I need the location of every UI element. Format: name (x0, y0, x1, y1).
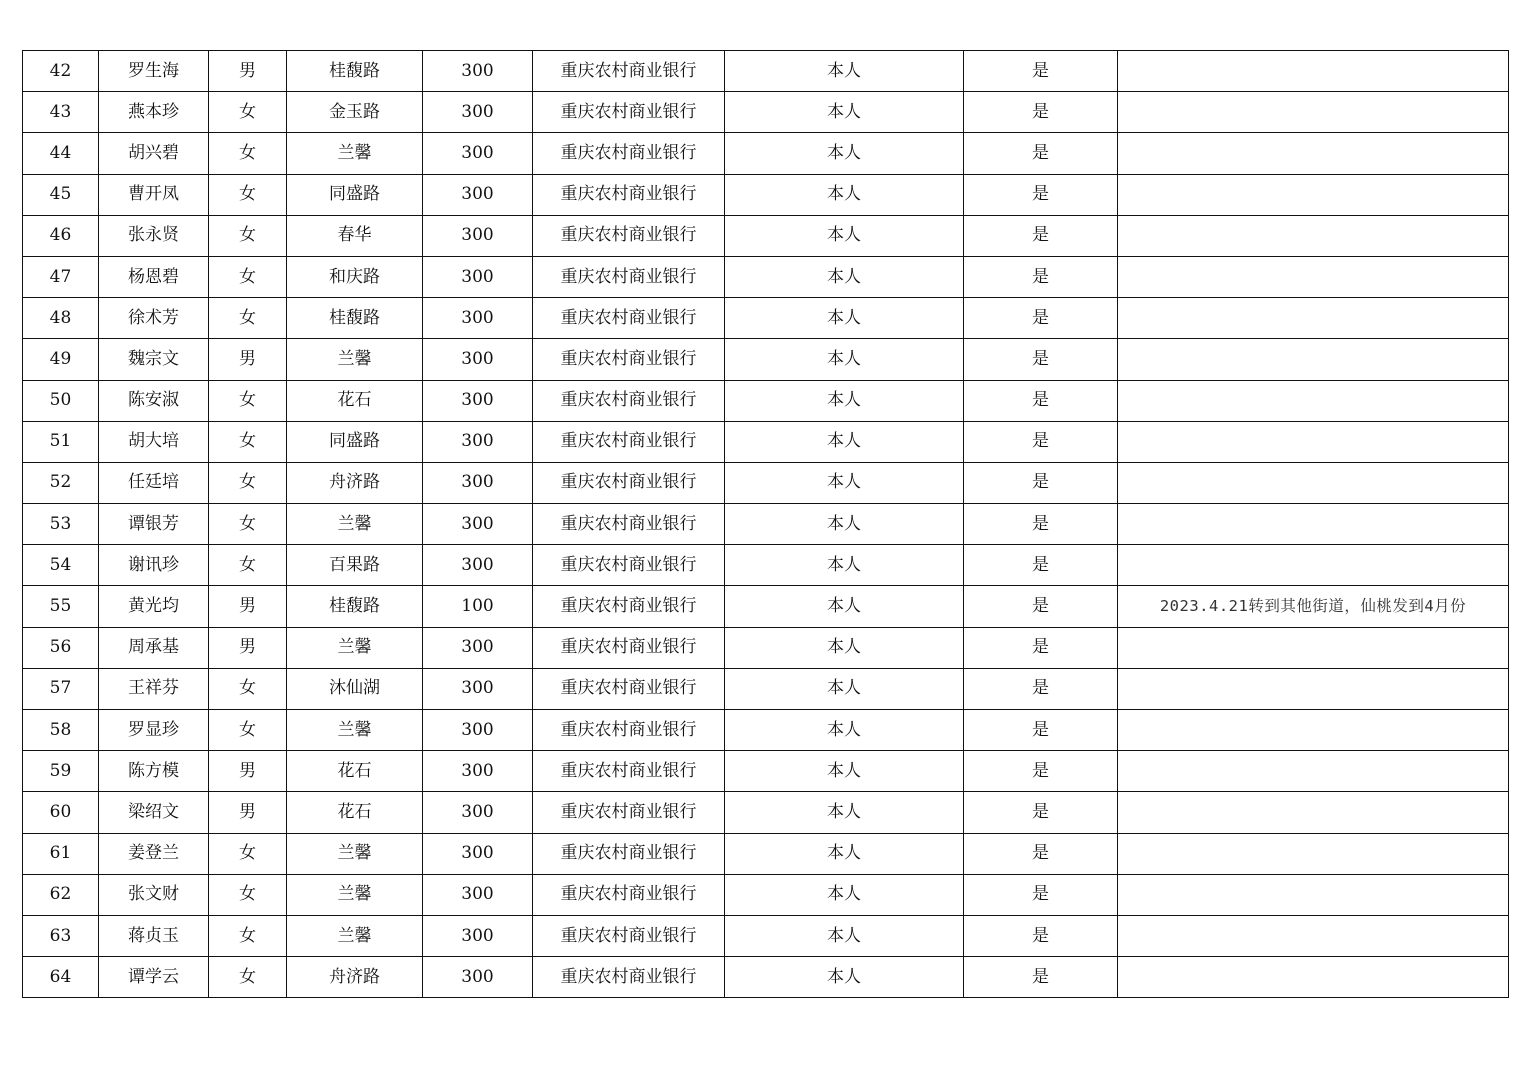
bank-cell: 重庆农村商业银行 (533, 298, 725, 339)
flag-cell: 是 (964, 380, 1118, 421)
gender-cell: 女 (209, 504, 287, 545)
gender-cell: 男 (209, 792, 287, 833)
name-cell: 燕本珍 (99, 92, 209, 133)
table-row (23, 298, 1509, 339)
table-row (23, 256, 1509, 297)
gender-cell: 男 (209, 586, 287, 627)
name-cell: 张永贤 (99, 215, 209, 256)
table-row (23, 92, 1509, 133)
flag-cell: 是 (964, 627, 1118, 668)
name-cell: 胡兴碧 (99, 133, 209, 174)
flag-cell: 是 (964, 133, 1118, 174)
amount-cell: 300 (423, 668, 533, 709)
table-row (23, 421, 1509, 462)
flag-cell: 是 (964, 421, 1118, 462)
community-cell: 百果路 (287, 545, 423, 586)
account-holder-cell: 本人 (725, 298, 964, 339)
community-cell: 兰馨 (287, 710, 423, 751)
account-holder-cell: 本人 (725, 421, 964, 462)
bank-cell: 重庆农村商业银行 (533, 174, 725, 215)
community-cell: 兰馨 (287, 915, 423, 956)
gender-cell: 女 (209, 462, 287, 503)
bank-cell: 重庆农村商业银行 (533, 627, 725, 668)
gender-cell: 男 (209, 627, 287, 668)
row-number-cell: 57 (23, 668, 99, 709)
row-number-cell: 48 (23, 298, 99, 339)
gender-cell: 女 (209, 915, 287, 956)
community-cell: 兰馨 (287, 627, 423, 668)
row-number-cell: 43 (23, 92, 99, 133)
row-number-cell: 53 (23, 504, 99, 545)
remark-cell (1118, 298, 1509, 339)
account-holder-cell: 本人 (725, 92, 964, 133)
bank-cell: 重庆农村商业银行 (533, 792, 725, 833)
row-number-cell: 64 (23, 957, 99, 998)
name-cell: 姜登兰 (99, 833, 209, 874)
account-holder-cell: 本人 (725, 957, 964, 998)
table-row (23, 627, 1509, 668)
amount-cell: 300 (423, 174, 533, 215)
bank-cell: 重庆农村商业银行 (533, 462, 725, 503)
remark-cell (1118, 751, 1509, 792)
remark-cell (1118, 174, 1509, 215)
amount-cell: 300 (423, 874, 533, 915)
table-row (23, 668, 1509, 709)
community-cell: 金玉路 (287, 92, 423, 133)
remark-cell (1118, 462, 1509, 503)
remark-cell (1118, 545, 1509, 586)
amount-cell: 300 (423, 421, 533, 462)
table-row (23, 133, 1509, 174)
account-holder-cell: 本人 (725, 710, 964, 751)
name-cell: 任廷培 (99, 462, 209, 503)
row-number-cell: 60 (23, 792, 99, 833)
community-cell: 舟济路 (287, 957, 423, 998)
name-cell: 谭学云 (99, 957, 209, 998)
bank-cell: 重庆农村商业银行 (533, 751, 725, 792)
bank-cell: 重庆农村商业银行 (533, 504, 725, 545)
community-cell: 花石 (287, 792, 423, 833)
flag-cell: 是 (964, 751, 1118, 792)
flag-cell: 是 (964, 256, 1118, 297)
amount-cell: 300 (423, 256, 533, 297)
document-page (22, 50, 1508, 998)
bank-cell: 重庆农村商业银行 (533, 833, 725, 874)
amount-cell: 300 (423, 833, 533, 874)
account-holder-cell: 本人 (725, 174, 964, 215)
flag-cell: 是 (964, 792, 1118, 833)
bank-cell: 重庆农村商业银行 (533, 874, 725, 915)
row-number-cell: 59 (23, 751, 99, 792)
name-cell: 徐术芳 (99, 298, 209, 339)
bank-cell: 重庆农村商业银行 (533, 339, 725, 380)
bank-cell: 重庆农村商业银行 (533, 668, 725, 709)
bank-cell: 重庆农村商业银行 (533, 915, 725, 956)
bank-cell: 重庆农村商业银行 (533, 586, 725, 627)
bank-cell: 重庆农村商业银行 (533, 51, 725, 92)
remark-cell (1118, 957, 1509, 998)
gender-cell: 男 (209, 51, 287, 92)
table-row (23, 833, 1509, 874)
remark-cell (1118, 339, 1509, 380)
account-holder-cell: 本人 (725, 51, 964, 92)
flag-cell: 是 (964, 504, 1118, 545)
table-row (23, 462, 1509, 503)
bank-cell: 重庆农村商业银行 (533, 256, 725, 297)
amount-cell: 300 (423, 215, 533, 256)
amount-cell: 300 (423, 339, 533, 380)
community-cell: 和庆路 (287, 256, 423, 297)
row-number-cell: 62 (23, 874, 99, 915)
bank-cell: 重庆农村商业银行 (533, 545, 725, 586)
name-cell: 梁绍文 (99, 792, 209, 833)
flag-cell: 是 (964, 833, 1118, 874)
row-number-cell: 49 (23, 339, 99, 380)
gender-cell: 女 (209, 215, 287, 256)
table-row (23, 51, 1509, 92)
name-cell: 曹开凤 (99, 174, 209, 215)
row-number-cell: 56 (23, 627, 99, 668)
account-holder-cell: 本人 (725, 462, 964, 503)
gender-cell: 女 (209, 874, 287, 915)
gender-cell: 女 (209, 833, 287, 874)
table-row (23, 545, 1509, 586)
amount-cell: 300 (423, 915, 533, 956)
table-row (23, 215, 1509, 256)
table-row (23, 751, 1509, 792)
community-cell: 桂馥路 (287, 298, 423, 339)
community-cell: 花石 (287, 751, 423, 792)
row-number-cell: 52 (23, 462, 99, 503)
amount-cell: 300 (423, 92, 533, 133)
name-cell: 陈方模 (99, 751, 209, 792)
community-cell: 同盛路 (287, 174, 423, 215)
remark-cell (1118, 421, 1509, 462)
name-cell: 张文财 (99, 874, 209, 915)
table-row (23, 915, 1509, 956)
account-holder-cell: 本人 (725, 915, 964, 956)
community-cell: 兰馨 (287, 504, 423, 545)
name-cell: 魏宗文 (99, 339, 209, 380)
flag-cell: 是 (964, 545, 1118, 586)
gender-cell: 女 (209, 92, 287, 133)
row-number-cell: 44 (23, 133, 99, 174)
amount-cell: 300 (423, 545, 533, 586)
account-holder-cell: 本人 (725, 133, 964, 174)
name-cell: 胡大培 (99, 421, 209, 462)
remark-cell (1118, 627, 1509, 668)
remark-cell (1118, 915, 1509, 956)
remark-cell (1118, 668, 1509, 709)
row-number-cell: 46 (23, 215, 99, 256)
amount-cell: 300 (423, 133, 533, 174)
account-holder-cell: 本人 (725, 215, 964, 256)
account-holder-cell: 本人 (725, 792, 964, 833)
remark-cell (1118, 833, 1509, 874)
community-cell: 花石 (287, 380, 423, 421)
remark-cell (1118, 380, 1509, 421)
account-holder-cell: 本人 (725, 339, 964, 380)
row-number-cell: 54 (23, 545, 99, 586)
row-number-cell: 50 (23, 380, 99, 421)
flag-cell: 是 (964, 668, 1118, 709)
name-cell: 罗显珍 (99, 710, 209, 751)
bank-cell: 重庆农村商业银行 (533, 380, 725, 421)
gender-cell: 男 (209, 339, 287, 380)
flag-cell: 是 (964, 339, 1118, 380)
table-row (23, 874, 1509, 915)
community-cell: 兰馨 (287, 833, 423, 874)
amount-cell: 300 (423, 710, 533, 751)
account-holder-cell: 本人 (725, 504, 964, 545)
row-number-cell: 55 (23, 586, 99, 627)
remark-cell (1118, 215, 1509, 256)
community-cell: 桂馥路 (287, 586, 423, 627)
name-cell: 罗生海 (99, 51, 209, 92)
gender-cell: 女 (209, 421, 287, 462)
name-cell: 黄光均 (99, 586, 209, 627)
gender-cell: 女 (209, 710, 287, 751)
account-holder-cell: 本人 (725, 545, 964, 586)
remark-cell (1118, 133, 1509, 174)
row-number-cell: 61 (23, 833, 99, 874)
row-number-cell: 45 (23, 174, 99, 215)
flag-cell: 是 (964, 874, 1118, 915)
community-cell: 兰馨 (287, 133, 423, 174)
account-holder-cell: 本人 (725, 586, 964, 627)
account-holder-cell: 本人 (725, 874, 964, 915)
flag-cell: 是 (964, 174, 1118, 215)
table-row (23, 710, 1509, 751)
gender-cell: 女 (209, 957, 287, 998)
flag-cell: 是 (964, 957, 1118, 998)
amount-cell: 300 (423, 51, 533, 92)
name-cell: 王祥芬 (99, 668, 209, 709)
bank-cell: 重庆农村商业银行 (533, 215, 725, 256)
table-body (23, 51, 1509, 998)
amount-cell: 300 (423, 957, 533, 998)
table-row (23, 174, 1509, 215)
flag-cell: 是 (964, 586, 1118, 627)
name-cell: 周承基 (99, 627, 209, 668)
gender-cell: 女 (209, 380, 287, 421)
community-cell: 兰馨 (287, 339, 423, 380)
bank-cell: 重庆农村商业银行 (533, 92, 725, 133)
amount-cell: 300 (423, 504, 533, 545)
flag-cell: 是 (964, 915, 1118, 956)
flag-cell: 是 (964, 51, 1118, 92)
row-number-cell: 58 (23, 710, 99, 751)
gender-cell: 女 (209, 256, 287, 297)
remark-cell (1118, 256, 1509, 297)
amount-cell: 300 (423, 751, 533, 792)
bank-cell: 重庆农村商业银行 (533, 710, 725, 751)
gender-cell: 女 (209, 668, 287, 709)
flag-cell: 是 (964, 710, 1118, 751)
name-cell: 陈安淑 (99, 380, 209, 421)
community-cell: 同盛路 (287, 421, 423, 462)
table-row (23, 504, 1509, 545)
remark-cell (1118, 92, 1509, 133)
account-holder-cell: 本人 (725, 256, 964, 297)
remark-cell (1118, 51, 1509, 92)
bank-cell: 重庆农村商业银行 (533, 421, 725, 462)
row-number-cell: 63 (23, 915, 99, 956)
remark-cell (1118, 874, 1509, 915)
gender-cell: 女 (209, 174, 287, 215)
account-holder-cell: 本人 (725, 380, 964, 421)
community-cell: 舟济路 (287, 462, 423, 503)
name-cell: 蒋贞玉 (99, 915, 209, 956)
community-cell: 兰馨 (287, 874, 423, 915)
subsidy-table (22, 50, 1509, 998)
table-row (23, 586, 1509, 627)
flag-cell: 是 (964, 462, 1118, 503)
community-cell: 桂馥路 (287, 51, 423, 92)
community-cell: 沐仙湖 (287, 668, 423, 709)
remark-cell: 2023.4.21转到其他街道，仙桃发到4月份 (1118, 586, 1509, 627)
gender-cell: 女 (209, 298, 287, 339)
table-row (23, 339, 1509, 380)
row-number-cell: 51 (23, 421, 99, 462)
remark-cell (1118, 710, 1509, 751)
amount-cell: 300 (423, 627, 533, 668)
bank-cell: 重庆农村商业银行 (533, 133, 725, 174)
flag-cell: 是 (964, 92, 1118, 133)
account-holder-cell: 本人 (725, 833, 964, 874)
remark-cell (1118, 792, 1509, 833)
name-cell: 谭银芳 (99, 504, 209, 545)
bank-cell: 重庆农村商业银行 (533, 957, 725, 998)
name-cell: 谢讯珍 (99, 545, 209, 586)
remark-cell (1118, 504, 1509, 545)
amount-cell: 100 (423, 586, 533, 627)
account-holder-cell: 本人 (725, 751, 964, 792)
row-number-cell: 42 (23, 51, 99, 92)
flag-cell: 是 (964, 298, 1118, 339)
flag-cell: 是 (964, 215, 1118, 256)
amount-cell: 300 (423, 298, 533, 339)
table-row (23, 380, 1509, 421)
account-holder-cell: 本人 (725, 668, 964, 709)
amount-cell: 300 (423, 462, 533, 503)
community-cell: 春华 (287, 215, 423, 256)
amount-cell: 300 (423, 380, 533, 421)
gender-cell: 男 (209, 751, 287, 792)
table-row (23, 792, 1509, 833)
row-number-cell: 47 (23, 256, 99, 297)
name-cell: 杨恩碧 (99, 256, 209, 297)
account-holder-cell: 本人 (725, 627, 964, 668)
gender-cell: 女 (209, 545, 287, 586)
table-row (23, 957, 1509, 998)
amount-cell: 300 (423, 792, 533, 833)
gender-cell: 女 (209, 133, 287, 174)
